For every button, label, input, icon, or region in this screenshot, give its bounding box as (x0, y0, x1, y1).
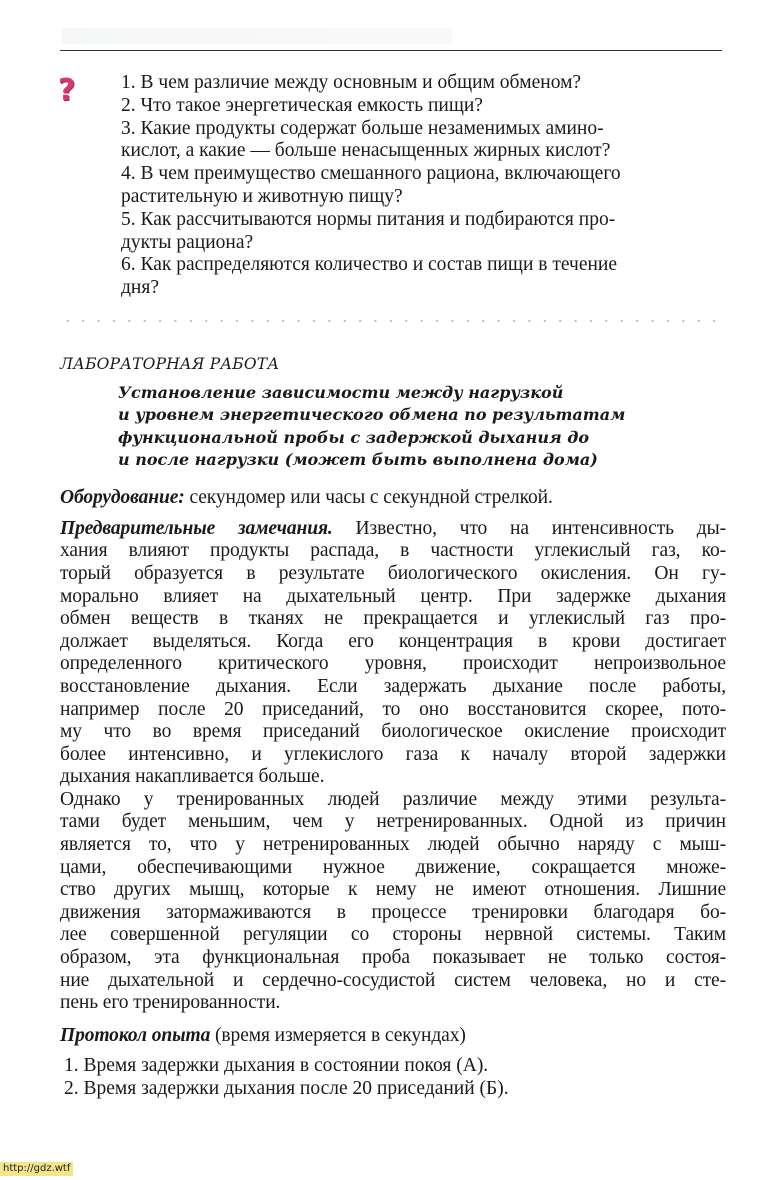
trained-people-paragraph (60, 789, 726, 1015)
paragraph-line: цами, обеспечивающими нужное движение, сокращается множе- (60, 856, 726, 878)
paragraph-line: му что во время приседаний биологическое окисление происходит (60, 721, 726, 743)
paragraph-line: морально влияет на дыхательный центр. При задержке дыхания (60, 585, 726, 607)
question-line: кислот, а какие — больше ненасыщенных жирных кислот? (121, 140, 611, 162)
protocol-item: 2. Время задержки дыхания после 20 приседаний (Б). (64, 1078, 509, 1100)
question-line: 5. Как рассчитываются нормы питания и подбираются про- (121, 208, 616, 230)
question-line: 3. Какие продукты содержат больше незаменимых амино- (121, 117, 604, 139)
question-line: 4. В чем преимущество смешанного рациона, включающего (121, 163, 621, 185)
subtitle-line: и после нагрузки (может быть выполнена дома) (118, 449, 598, 469)
subtitle-line: функциональной пробы с задержкой дыхания до (118, 427, 590, 447)
protocol-item: 1. Время задержки дыхания в состоянии покоя (А). (64, 1055, 489, 1077)
paragraph-line: более интенсивно, и углекислого газа к началу второй задержки (60, 743, 726, 765)
question-line: растительную и животную пищу? (121, 185, 403, 207)
paragraph-line: торый образуется в результате биологического окисления. Он гу- (60, 562, 726, 584)
source-link[interactable]: http://gdz.wtf (0, 1162, 73, 1176)
paragraph-line: должает выделяться. Когда его концентрация в крови достигает (60, 630, 726, 652)
protocol-label: Протокол опыта (60, 1024, 211, 1046)
paragraph-line: ние дыхательной и сердечно-сосудистой систем человека, но и сте- (60, 969, 726, 991)
paragraph-line: обмен веществ в тканях не прекращается и углекислый газ про- (60, 608, 726, 630)
paragraph-line: движения затормаживаются в процессе тренировки благодаря бо- (60, 901, 726, 923)
paragraph-line: лее совершенной регуляции со стороны нервной системы. Таким (60, 924, 726, 946)
protocol-text: (время измеряется в секундах) (210, 1024, 466, 1046)
lab-work-subtitle (118, 382, 730, 471)
paragraph-line: хания влияют продукты распада, в частности углекислый газ, ко- (60, 540, 726, 562)
equipment-paragraph (60, 487, 726, 510)
question-line: 1. В чем различие между основным и общим обменом? (121, 72, 582, 93)
question-line: дукты рациона? (121, 231, 254, 253)
subtitle-line: и уровнем энергетического обмена по результатам (118, 405, 626, 425)
equipment-text: секундомер или часы с секундной стрелкой. (184, 487, 553, 509)
prelim-line-text: Известно, что на интенсивность ды- (332, 517, 726, 539)
equipment-label: Оборудование: (60, 487, 185, 509)
paragraph-line: образом, эта функциональная проба показывает не только состоя- (60, 947, 726, 969)
paragraph-line: тами будет меньшим, чем у нетренированных. Одной из причин (60, 811, 726, 833)
paragraph-line: определенного критического уровня, происходит непроизвольное (60, 653, 726, 675)
paragraph-line: например после 20 приседаний, то оно восстановится скорее, пото- (60, 698, 726, 720)
paragraph-line: пень его тренированности. (60, 992, 281, 1014)
preliminary-remarks-paragraph (60, 518, 726, 789)
paragraph-line: ство других мышц, которые к нему не имеют отношения. Лишние (60, 879, 726, 901)
protocol-list (64, 1054, 730, 1100)
question-mark-icon: ? (58, 73, 76, 108)
dotted-divider (60, 320, 722, 322)
paragraph-line: восстановление дыхания. Если задержать дыхание после работы, (60, 675, 726, 697)
prelim-label: Предварительные замечания. (60, 517, 333, 539)
paragraph-line: является то, что у нетренированных людей обычно наряду с мыш- (60, 834, 726, 856)
paragraph-line: Однако у тренированных людей различие между этими результа- (60, 788, 726, 810)
lab-work-heading: ЛАБОРАТОРНАЯ РАБОТА (60, 354, 280, 373)
questions-section (60, 72, 730, 300)
question-line: 6. Как распределяются количество и состав пищи в течение (121, 254, 618, 276)
review-questions (121, 72, 730, 300)
paragraph-line (60, 518, 726, 541)
paragraph-line: дыхания накапливается больше. (60, 766, 325, 788)
subtitle-line: Установление зависимости между нагрузкой (118, 382, 564, 402)
question-line: дня? (121, 277, 159, 299)
question-line: 2. Что такое энергетическая емкость пищи? (121, 94, 483, 116)
protocol-heading (60, 1025, 726, 1048)
